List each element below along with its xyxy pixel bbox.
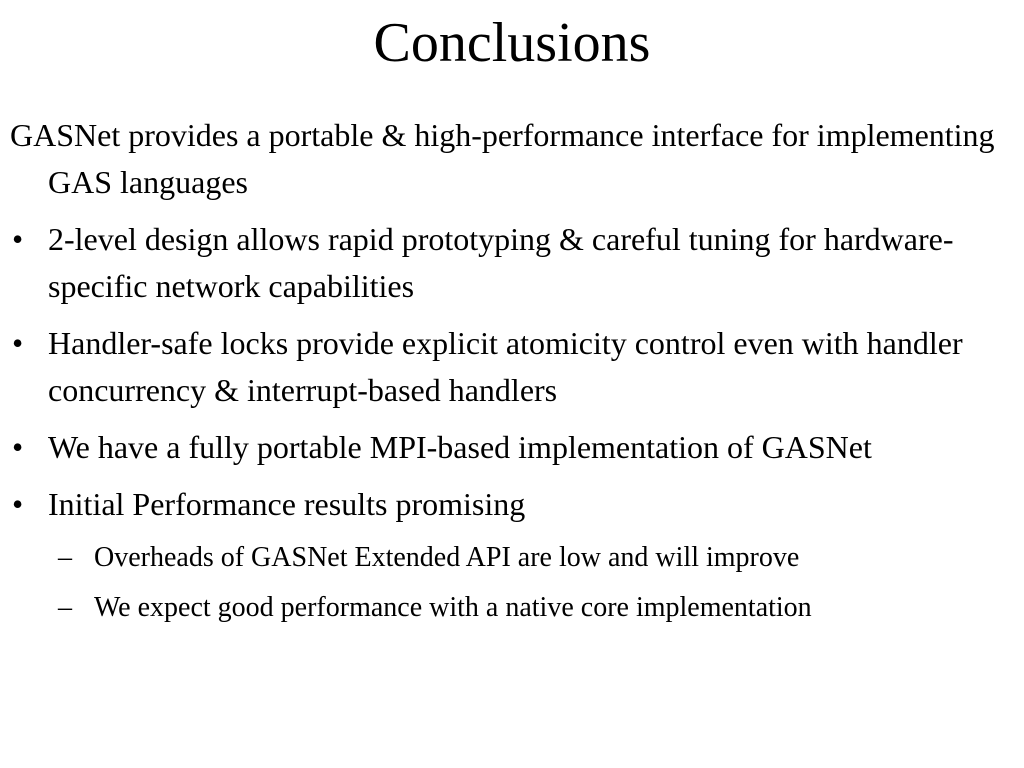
bullet-marker: • bbox=[12, 325, 24, 361]
bullet-text: Initial Performance results promising bbox=[48, 486, 526, 522]
sub-bullet-item bbox=[0, 588, 1010, 628]
sub-bullet-text: Overheads of GASNet Extended API are low and will improve bbox=[94, 542, 800, 573]
sub-bullet-item bbox=[0, 538, 1010, 578]
bullet-marker: • bbox=[12, 221, 24, 257]
bullet-item bbox=[0, 320, 1010, 414]
sub-bullet-text: We expect good performance with a native core implementation bbox=[94, 592, 812, 623]
bullet-item bbox=[0, 216, 1010, 310]
bullet-text: 2-level design allows rapid prototyping & careful tuning for hardware-specific network capabilities bbox=[48, 221, 954, 304]
bullet-text: Handler-safe locks provide explicit atomicity control even with handler concurrency & interrupt-based handlers bbox=[48, 325, 963, 408]
sub-bullet-marker: – bbox=[58, 542, 72, 573]
slide-title: Conclusions bbox=[373, 12, 651, 74]
bullet-marker: • bbox=[12, 429, 24, 465]
bullet-item bbox=[0, 481, 1010, 528]
bullet-text: We have a fully portable MPI-based implementation of GASNet bbox=[48, 429, 872, 465]
slide-content bbox=[0, 112, 1010, 638]
bullet-marker: • bbox=[12, 486, 24, 522]
lead-paragraph: GASNet provides a portable & high-performance interface for implementing GAS languages bbox=[10, 117, 995, 200]
sub-bullet-marker: – bbox=[58, 592, 72, 623]
bullet-item bbox=[0, 424, 1010, 471]
